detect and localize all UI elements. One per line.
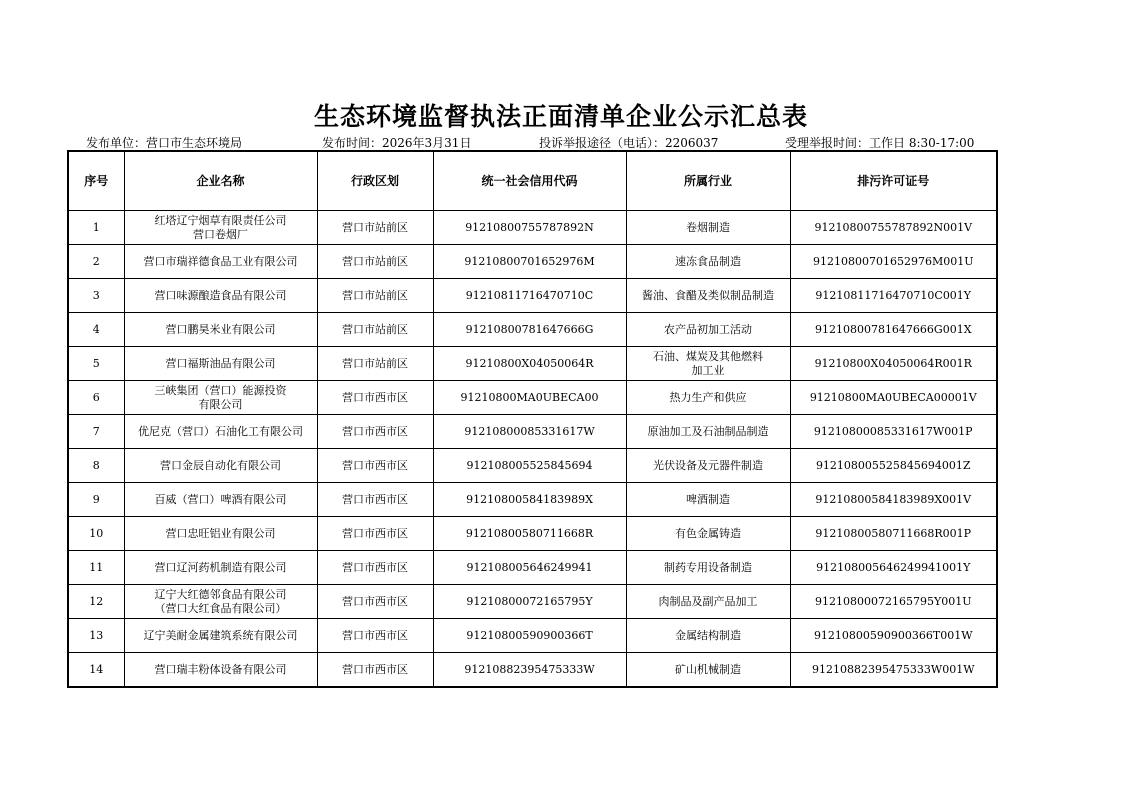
credit-code: 91210800MA0UBECA00 [433,381,626,415]
header-industry: 所属行业 [626,151,790,211]
permit-number: 91210800701652976M001U [790,245,997,279]
header-credit-code: 统一社会信用代码 [433,151,626,211]
table-row [68,585,997,619]
table-row [68,449,997,483]
table-row [68,211,997,245]
company-name: 辽宁大红德邻食品有限公司 （营口大红食品有限公司） [124,585,317,619]
permit-number: 91210882395475333W001W [790,653,997,688]
permit-number: 91210800MA0UBECA00001V [790,381,997,415]
industry: 卷烟制造 [626,211,790,245]
publisher-info: 发布单位：营口市生态环境局 [86,136,243,150]
district: 营口市西市区 [317,619,433,653]
district: 营口市站前区 [317,211,433,245]
table-row [68,653,997,688]
company-name: 辽宁美耐金属建筑系统有限公司 [124,619,317,653]
row-index: 8 [68,449,124,483]
table-row [68,483,997,517]
district: 营口市西市区 [317,381,433,415]
credit-code: 912108005646249941 [433,551,626,585]
table-row [68,245,997,279]
industry: 啤酒制造 [626,483,790,517]
row-index: 14 [68,653,124,688]
permit-number: 91210800584183989X001V [790,483,997,517]
row-index: 1 [68,211,124,245]
permit-number: 91210800580711668R001P [790,517,997,551]
company-name: 营口金辰自动化有限公司 [124,449,317,483]
row-index: 3 [68,279,124,313]
industry: 矿山机械制造 [626,653,790,688]
publish-date: 发布时间：2026年3月31日 [322,136,472,150]
table-row [68,313,997,347]
district: 营口市西市区 [317,483,433,517]
district: 营口市西市区 [317,653,433,688]
credit-code: 91210800781647666G [433,313,626,347]
industry: 速冻食品制造 [626,245,790,279]
table-row [68,517,997,551]
company-name: 营口忠旺铝业有限公司 [124,517,317,551]
company-name: 营口市瑞祥德食品工业有限公司 [124,245,317,279]
permit-number: 91210800781647666G001X [790,313,997,347]
credit-code: 91210800590900366T [433,619,626,653]
row-index: 12 [68,585,124,619]
district: 营口市西市区 [317,551,433,585]
district: 营口市西市区 [317,415,433,449]
table-row [68,381,997,415]
header-company-name: 企业名称 [124,151,317,211]
company-name: 红塔辽宁烟草有限责任公司 营口卷烟厂 [124,211,317,245]
permit-number: 91210800755787892N001V [790,211,997,245]
permit-number: 91210800085331617W001P [790,415,997,449]
district: 营口市站前区 [317,279,433,313]
table-header-row [68,151,997,211]
company-name: 三峡集团（营口）能源投资 有限公司 [124,381,317,415]
row-index: 6 [68,381,124,415]
row-index: 7 [68,415,124,449]
permit-number: 91210800X04050064R001R [790,347,997,381]
row-index: 11 [68,551,124,585]
industry: 有色金属铸造 [626,517,790,551]
company-name: 营口辽河药机制造有限公司 [124,551,317,585]
credit-code: 91210800085331617W [433,415,626,449]
permit-number: 91210800072165795Y001U [790,585,997,619]
permit-number: 912108005525845694001Z [790,449,997,483]
credit-code: 91210800701652976M [433,245,626,279]
permit-number: 91210811716470710C001Y [790,279,997,313]
credit-code: 91210800072165795Y [433,585,626,619]
table-body [68,211,997,688]
credit-code: 912108005525845694 [433,449,626,483]
enterprise-table [67,150,998,688]
row-index: 4 [68,313,124,347]
district: 营口市站前区 [317,347,433,381]
table-row [68,619,997,653]
industry: 肉制品及副产品加工 [626,585,790,619]
credit-code: 91210800X04050064R [433,347,626,381]
industry: 金属结构制造 [626,619,790,653]
table-row [68,347,997,381]
district: 营口市站前区 [317,313,433,347]
row-index: 10 [68,517,124,551]
company-name: 百威（营口）啤酒有限公司 [124,483,317,517]
company-name: 营口鹏昊米业有限公司 [124,313,317,347]
company-name: 营口瑞丰粉体设备有限公司 [124,653,317,688]
company-name: 营口味源酿造食品有限公司 [124,279,317,313]
row-index: 5 [68,347,124,381]
page-title: 生态环境监督执法正面清单企业公示汇总表 [313,102,808,131]
industry: 制药专用设备制造 [626,551,790,585]
table-row [68,279,997,313]
industry: 热力生产和供应 [626,381,790,415]
district: 营口市西市区 [317,517,433,551]
industry: 原油加工及石油制品制造 [626,415,790,449]
credit-code: 91210800580711668R [433,517,626,551]
permit-number: 91210800590900366T001W [790,619,997,653]
complaint-phone: 投诉举报途径（电话）：2206037 [539,136,719,150]
report-hours: 受理举报时间：工作日 8:30-17:00 [785,136,975,150]
industry: 石油、煤炭及其他燃料 加工业 [626,347,790,381]
district: 营口市西市区 [317,449,433,483]
industry: 酱油、食醋及类似制品制造 [626,279,790,313]
row-index: 2 [68,245,124,279]
row-index: 13 [68,619,124,653]
credit-code: 91210800755787892N [433,211,626,245]
district: 营口市西市区 [317,585,433,619]
header-permit-number: 排污许可证号 [790,151,997,211]
credit-code: 91210882395475333W [433,653,626,688]
header-index: 序号 [68,151,124,211]
district: 营口市站前区 [317,245,433,279]
row-index: 9 [68,483,124,517]
industry: 农产品初加工活动 [626,313,790,347]
credit-code: 91210811716470710C [433,279,626,313]
table-row [68,415,997,449]
company-name: 营口福斯油品有限公司 [124,347,317,381]
permit-number: 912108005646249941001Y [790,551,997,585]
header-district: 行政区划 [317,151,433,211]
table-row [68,551,997,585]
industry: 光伏设备及元器件制造 [626,449,790,483]
credit-code: 91210800584183989X [433,483,626,517]
company-name: 优尼克（营口）石油化工有限公司 [124,415,317,449]
